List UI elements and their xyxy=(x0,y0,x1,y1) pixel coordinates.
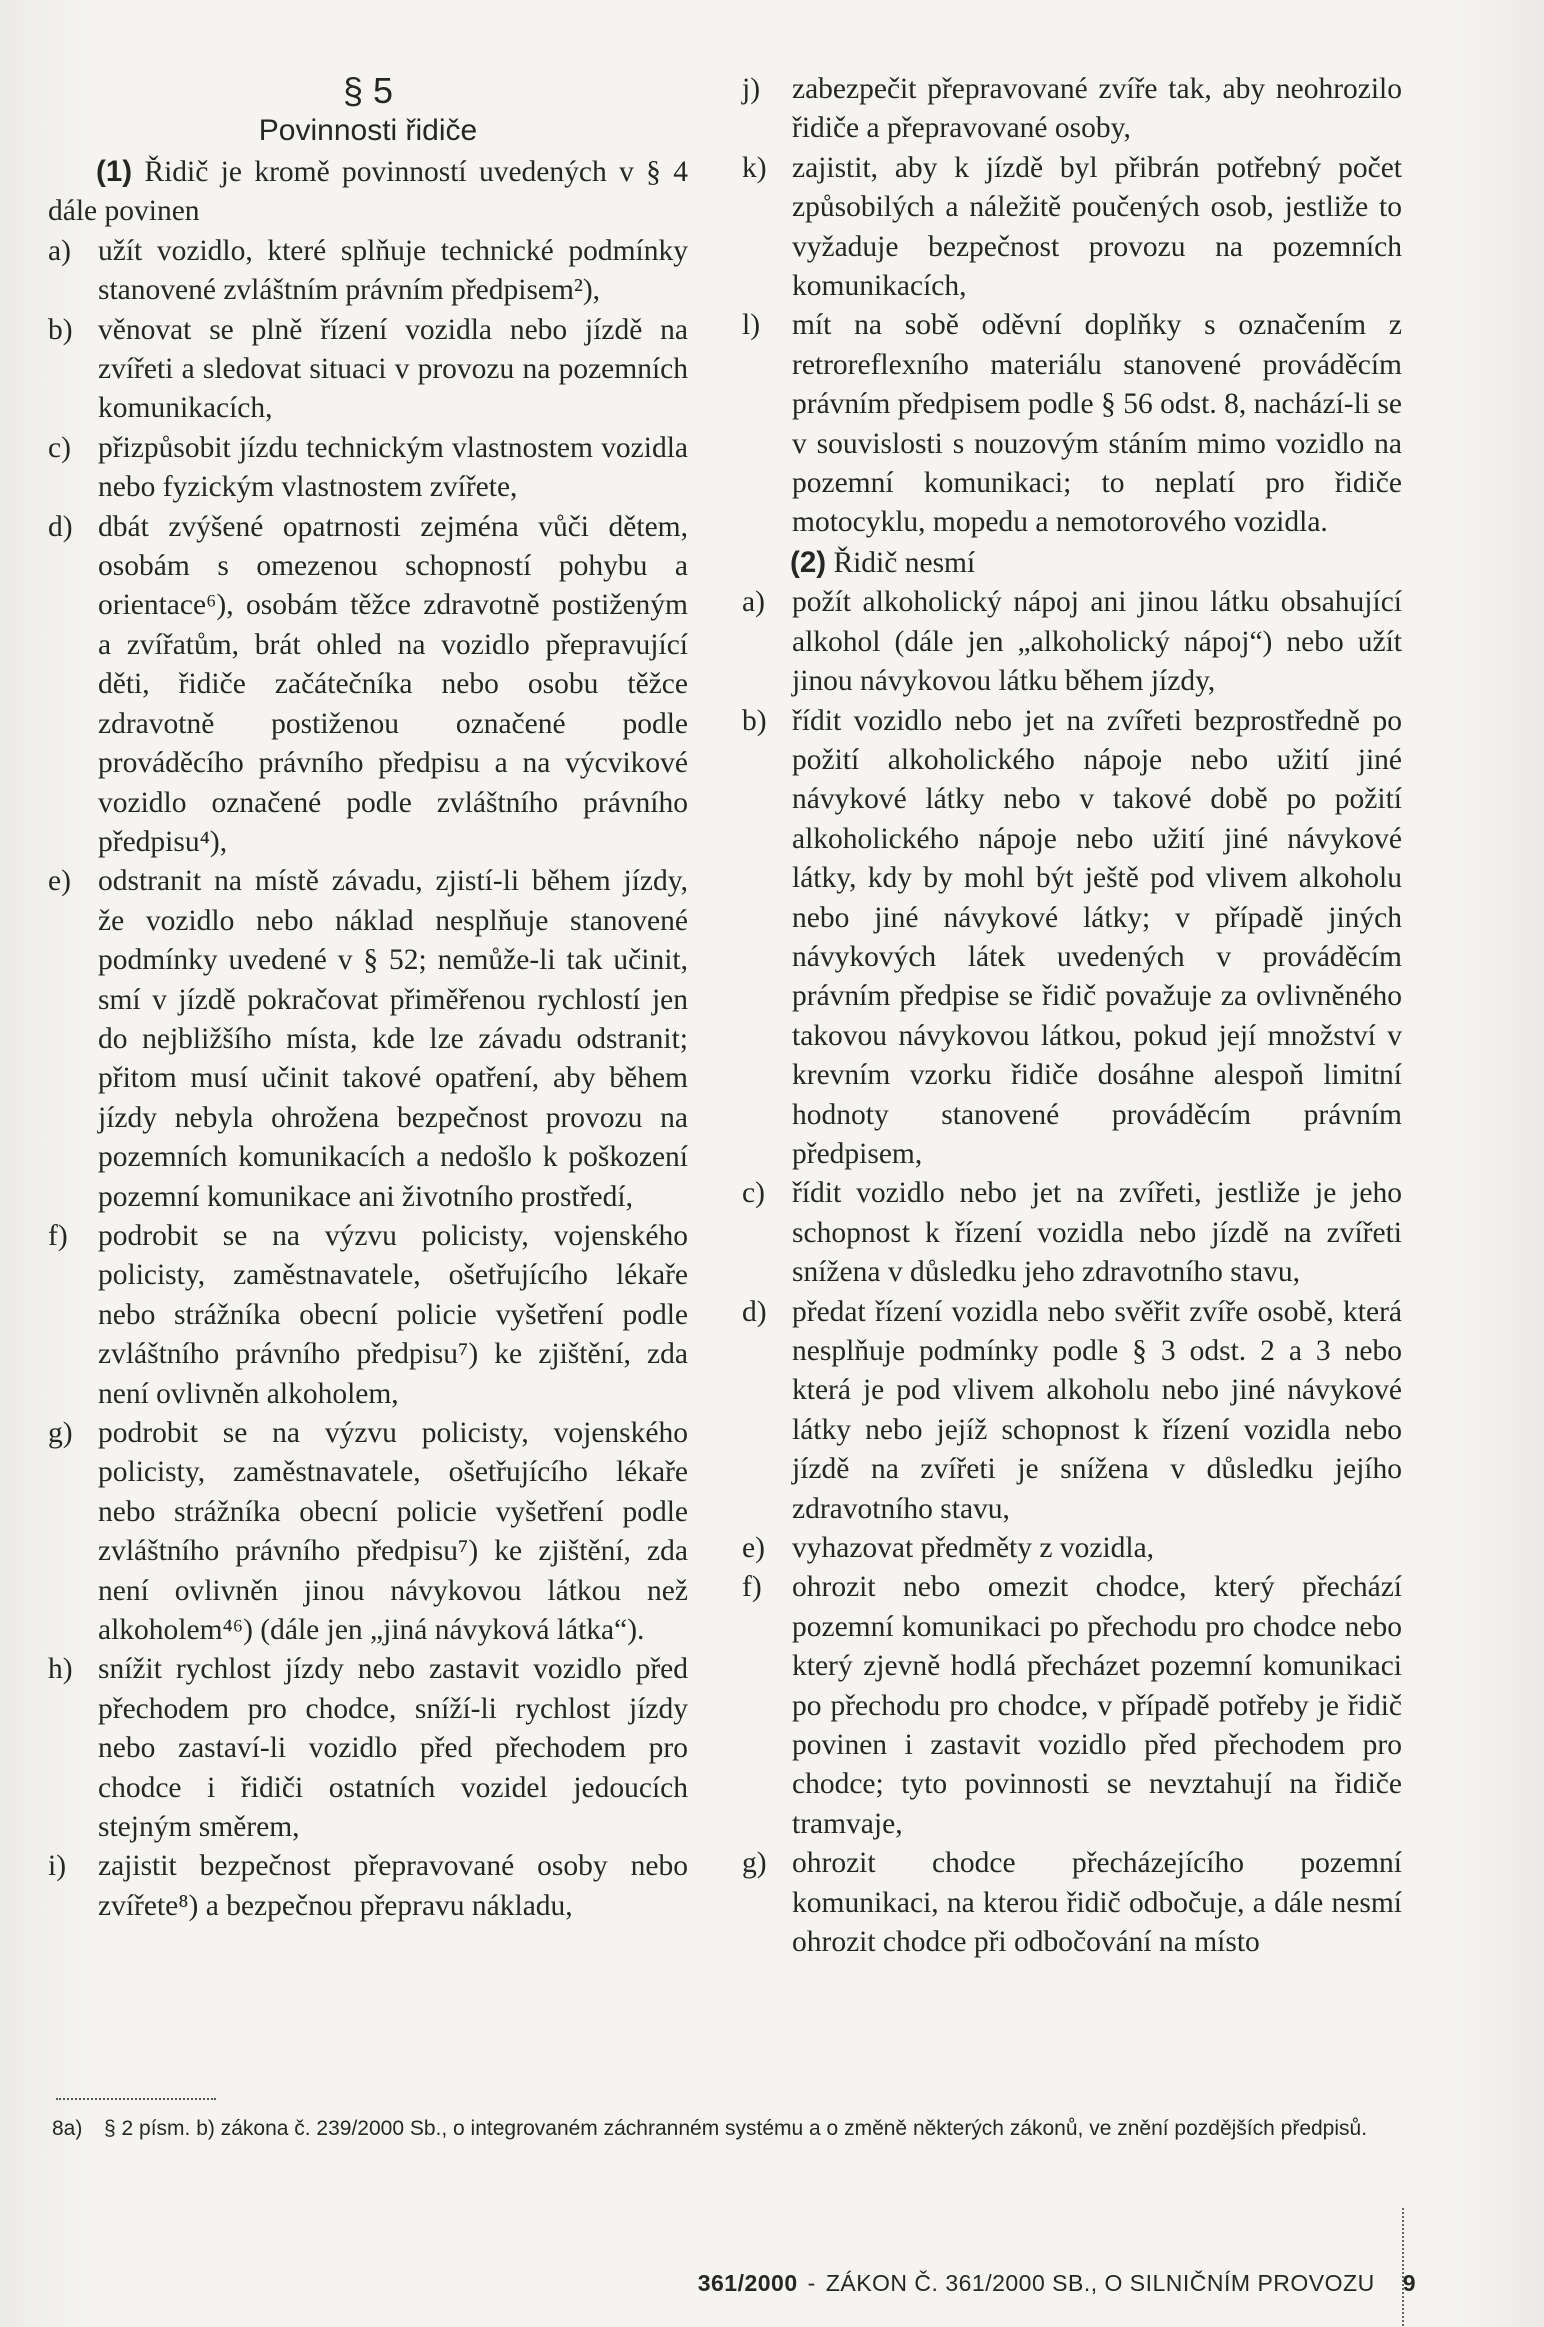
list-item-label: g) xyxy=(742,1847,767,1880)
section-number: § 5 xyxy=(342,70,394,111)
list-item-label: b) xyxy=(742,704,767,737)
paragraph-1-text: Řidič je kromě povinností uvedených v § 4 dále povinen xyxy=(48,156,689,228)
list-item-label: f) xyxy=(48,1219,68,1252)
paragraph-2-label: (2) xyxy=(790,545,827,579)
list-item xyxy=(48,311,688,429)
list-item-text: podrobit se na výzvu policisty, vojenského policisty, zaměstnavatele, ošetřujícího lékaře nebo strážníka obecní policie vyšetření podle zvláštního právního předpisu⁷) ke zjištění, zda není ovlivněn alkoholem, xyxy=(98,1219,688,1410)
list-item-text: předat řízení vozidla nebo svěřit zvíře osobě, která nesplňuje podmínky podle § 3 odst. 2 a 3 nebo která je pod vlivem alkoholu nebo jiné návykové látky nebo jejíž schopnost k řízení vozidla nebo jízdě na zvířeti je snížena v důsledku jejího zdravotního stavu, xyxy=(792,1295,1402,1525)
list-item-text: přizpůsobit jízdu technickým vlastnostem vozidla nebo fyzickým vlastnostem zvířete, xyxy=(98,431,688,504)
list-item-text: řídit vozidlo nebo jet na zvířeti, jestliže je jeho schopnost k řízení vozidla nebo jízdě na zvířeti snížena v důsledku jeho zdravotního stavu, xyxy=(792,1177,1402,1289)
list-item-text: ohrozit nebo omezit chodce, který přechází pozemní komunikaci po přechodu pro chodce nebo který zjevně hodlá přecházet pozemní komunikaci po přechodu pro chodce, v případě potřeby je řidič povinen i zastavit vozidlo před přechodem pro chodce; tyto povinnosti se nevztahují na řidiče tramvaje, xyxy=(792,1571,1402,1840)
right-column xyxy=(742,70,1402,1963)
list-item-label: f) xyxy=(742,1571,762,1604)
list-item-label: c) xyxy=(742,1177,765,1210)
left-column xyxy=(48,70,688,1926)
list-item xyxy=(742,1568,1402,1844)
list-item xyxy=(48,429,688,508)
list-item xyxy=(742,1844,1402,1962)
list-right-continued xyxy=(742,70,1402,543)
list-item-text: ohrozit chodce přecházejícího pozemní komunikaci, na kterou řidič odbočuje, a dále nesmí ohrozit chodce při odbočování na místo xyxy=(792,1847,1402,1959)
list-item xyxy=(48,1217,688,1414)
list-left xyxy=(48,232,688,1926)
page-footer xyxy=(698,2270,1416,2297)
list-item-label: i) xyxy=(48,1850,67,1883)
footnote-divider xyxy=(56,2098,216,2100)
list-item-text: věnovat se plně řízení vozidla nebo jízdě na zvířeti a sledovat situaci v provozu na pozemních komunikacích, xyxy=(98,313,688,425)
list-item-text: snížit rychlost jízdy nebo zastavit vozidlo před přechodem pro chodce, sníží-li rychlost jízdy nebo zastaví-li vozidlo před přechodem pro chodce i řidiči ostatních vozidel jedoucích stejným směrem, xyxy=(98,1653,688,1844)
list-item-label: l) xyxy=(742,309,761,342)
list-item xyxy=(742,149,1402,307)
list-item-label: a) xyxy=(742,586,765,619)
list-item-text: mít na sobě oděvní doplňky s označením z retroreflexního materiálu stanovené prováděcím právním předpisem podle § 56 odst. 8, nachází-li se v souvislosti s nouzovým stáním mimo vozidlo na pozemní komunikaci; to neplatí pro řidiče motocyklu, mopedu a nemotorového vozidla. xyxy=(792,309,1402,539)
list-item xyxy=(742,306,1402,542)
list-item-text: dbát zvýšené opatrnosti zejména vůči dětem, osobám s omezenou schopností pohybu a orientace⁶), osobám těžce zdravotně postiženým a zvířatům, brát ohled na vozidlo přepravující děti, řidiče začátečníka nebo osobu těžce zdravotně postiženou označené podle prováděcího právního předpisu a na výcvikové vozidlo označené podle zvláštního právního předpisu⁴), xyxy=(98,510,688,858)
list-item-label: j) xyxy=(742,73,761,105)
list-item-label: g) xyxy=(48,1417,73,1449)
list-item xyxy=(48,232,688,311)
list-item xyxy=(48,1414,688,1650)
list-item-text: zajistit, aby k jízdě byl přibrán potřebný počet způsobilých a náležitě poučených osob, jestliže to vyžaduje bezpečnost provozu na pozemních komunikacích, xyxy=(792,151,1402,303)
list-item xyxy=(742,70,1402,149)
list-item-label: d) xyxy=(48,510,73,543)
list-item-label: e) xyxy=(48,865,71,898)
footnote xyxy=(52,2111,1452,2146)
list-item-label: h) xyxy=(48,1653,73,1686)
footnote-label: 8a) xyxy=(52,2117,83,2140)
footnote-text: § 2 písm. b) zákona č. 239/2000 Sb., o integrovaném záchranném systému a o změně některých zákonů, ve znění pozdějších předpisů. xyxy=(104,2117,1368,2140)
list-item-text: zajistit bezpečnost přepravované osoby nebo zvířete⁸) a bezpečnou přepravu nákladu, xyxy=(98,1850,688,1922)
list-item-label: k) xyxy=(742,151,767,184)
list-item xyxy=(742,1174,1402,1292)
list-item-label: c) xyxy=(48,431,71,464)
list-item-label: b) xyxy=(48,313,73,346)
list-item-label: d) xyxy=(742,1295,767,1328)
footer-dotted-rule xyxy=(1402,2208,1404,2326)
list-item-text: řídit vozidlo nebo jet na zvířeti bezprostředně po požití alkoholického nápoje nebo užití jiné návykové látky nebo v takové době po požití alkoholického nápoje nebo užití jiné návykové látky, kdy by mohl být ještě pod vlivem alkoholu nebo jiné návykové látky; v případě jiných návykových látek uvedených v prováděcím právním předpise se řidič považuje za ovlivněného takovou návykovou látkou, pokud její množství v krevním vzorku řidiče dosáhne alespoň limitní hodnoty stanovené prováděcím právním předpisem, xyxy=(792,704,1402,1170)
list-item-text: zabezpečit přepravované zvíře tak, aby neohrozilo řidiče a přepravované osoby, xyxy=(792,73,1402,145)
list-item-text: odstranit na místě závadu, zjistí-li během jízdy, že vozidlo nebo náklad nesplňuje stanovené podmínky uvedené v § 52; nemůže-li tak učinit, smí v jízdě pokračovat přiměřenou rychlostí jen do nejbližšího místa, kde lze závadu odstranit; přitom musí učinit takové opatření, aby během jízdy nebyla ohrožena bezpečnost provozu na pozemních komunikacích a nedošlo k poškození pozemní komunikace ani životního prostředí, xyxy=(98,865,688,1213)
paragraph-1-label: (1) xyxy=(96,155,133,188)
list-item-label: a) xyxy=(48,234,71,267)
footer-law-title: ZÁKON Č. 361/2000 SB., O SILNIČNÍM PROVOZU xyxy=(825,2270,1375,2296)
list-item xyxy=(48,862,688,1217)
footer-law-number: 361/2000 xyxy=(697,2270,798,2296)
footer-separator: - xyxy=(807,2270,816,2296)
paragraph-2 xyxy=(742,543,1402,583)
list-item-text: podrobit se na výzvu policisty, vojenského policisty, zaměstnavatele, ošetřujícího lékaře nebo strážníka obecní policie vyšetření podle zvláštního právního předpisu⁷) ke zjištění, zda není ovlivněn jinou návykovou látkou než alkoholem⁴⁶) (dále jen „jiná návyková látka“). xyxy=(98,1417,688,1647)
section-title: Povinnosti řidiče xyxy=(258,114,478,147)
paragraph-1 xyxy=(48,152,688,232)
list-item xyxy=(742,583,1402,701)
paragraph-2-text: Řidič nesmí xyxy=(833,546,976,579)
list-item xyxy=(48,508,688,863)
list-item xyxy=(742,702,1402,1175)
list-item xyxy=(48,1650,688,1847)
list-item xyxy=(742,1529,1402,1568)
list-item xyxy=(48,1847,688,1926)
list-item-text: vyhazovat předměty z vozidla, xyxy=(792,1532,1155,1565)
list-item-text: požít alkoholický nápoj ani jinou látku obsahující alkohol (dále jen „alkoholický nápoj“) nebo užít jinou návykovou látku během jízdy, xyxy=(792,586,1402,698)
list-item-text: užít vozidlo, které splňuje technické podmínky stanovené zvláštním právním předpisem²), xyxy=(98,234,688,307)
list-item xyxy=(742,1293,1402,1529)
list-item-label: e) xyxy=(742,1532,765,1565)
page-number: 9 xyxy=(1402,2270,1416,2296)
list-right-p2 xyxy=(742,583,1402,1962)
